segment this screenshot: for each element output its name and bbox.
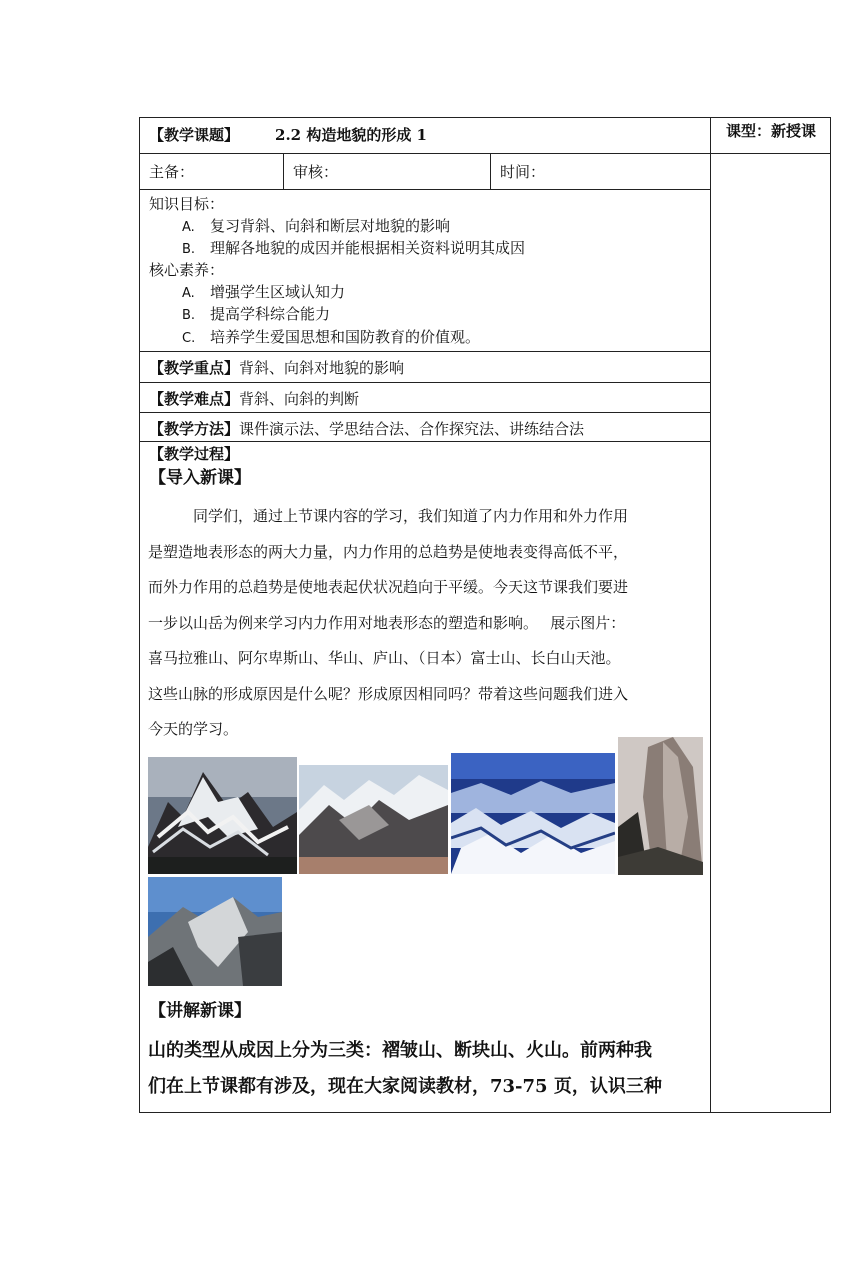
item-text: 培养学生爱国思想和国防教育的价值观。 bbox=[210, 328, 481, 346]
item-mark: A. bbox=[182, 220, 195, 235]
row-divider-3 bbox=[139, 351, 711, 352]
lecture-line: 山的类型从成因上分为三类：褶皱山、断块山、火山。前两种我 bbox=[148, 1040, 652, 1061]
key-point-row bbox=[149, 357, 404, 379]
item-mark: C. bbox=[182, 331, 196, 346]
literacy-heading: 核心素养： bbox=[149, 261, 225, 279]
topic-row bbox=[149, 124, 709, 146]
row-divider-4 bbox=[139, 382, 711, 383]
key-point-text: 背斜、向斜对地貌的影响 bbox=[239, 359, 405, 377]
item-mark: B. bbox=[182, 308, 196, 323]
item-mark: B. bbox=[182, 242, 196, 257]
intro-heading: 【导入新课】 bbox=[149, 468, 251, 488]
time-label: 时间： bbox=[500, 163, 546, 181]
item-text: 复习背斜、向斜和断层对地貌的影响 bbox=[210, 217, 451, 235]
topic-title: 2.2 构造地貌的形成 1 bbox=[275, 126, 427, 144]
intro-line: 一步以山岳为例来学习内力作用对地表形态的塑造和影响。 展示图片： bbox=[148, 613, 626, 632]
lesson-type: 课型：新授课 bbox=[725, 122, 816, 140]
mountain-photo-2 bbox=[299, 765, 448, 874]
lecture-line: 们在上节课都有涉及，现在大家阅读教材，73-75 页，认识三种 bbox=[148, 1076, 662, 1097]
knowledge-item bbox=[182, 215, 450, 239]
intro-paragraph bbox=[148, 499, 701, 748]
lesson-plan-table bbox=[139, 117, 831, 1113]
method-text: 课件演示法、学思结合法、合作探究法、讲练结合法 bbox=[239, 420, 585, 438]
lecture-paragraph bbox=[148, 1033, 708, 1105]
knowledge-item bbox=[182, 237, 525, 261]
mountain-photo-1 bbox=[148, 757, 297, 874]
intro-line: 而外力作用的总趋势是使地表起伏状况趋向于平缓。今天这节课我们要进 bbox=[148, 578, 629, 596]
lecture-heading: 【讲解新课】 bbox=[149, 1001, 251, 1021]
row-divider-6 bbox=[139, 441, 711, 442]
difficulty-tag: 【教学难点】 bbox=[149, 390, 240, 408]
row-divider-1 bbox=[139, 153, 831, 154]
reviewer-label: 审核： bbox=[293, 163, 339, 181]
literacy-item bbox=[182, 281, 345, 305]
difficulty-text: 背斜、向斜的判断 bbox=[239, 390, 360, 408]
item-text: 理解各地貌的成因并能根据相关资料说明其成因 bbox=[210, 239, 526, 257]
side-column-divider bbox=[710, 117, 711, 1113]
intro-line: 同学们，通过上节课内容的学习，我们知道了内力作用和外力作用 bbox=[148, 507, 629, 525]
topic-tag: 【教学课题】 bbox=[149, 126, 240, 144]
literacy-item bbox=[182, 303, 330, 327]
mountain-photo-5 bbox=[148, 877, 282, 986]
item-text: 提高学科综合能力 bbox=[210, 305, 331, 323]
process-heading: 【教学过程】 bbox=[149, 445, 240, 463]
row-divider-2 bbox=[139, 189, 711, 190]
meta-divider-2 bbox=[490, 153, 491, 189]
knowledge-heading: 知识目标： bbox=[149, 195, 225, 213]
mountain-photo-3 bbox=[451, 753, 615, 874]
row-divider-5 bbox=[139, 412, 711, 413]
literacy-item bbox=[182, 326, 480, 350]
method-tag: 【教学方法】 bbox=[149, 420, 240, 438]
intro-line: 是塑造地表形态的两大力量，内力作用的总趋势是使地表变得高低不平， bbox=[148, 542, 629, 561]
item-text: 增强学生区域认知力 bbox=[210, 283, 346, 301]
mountain-photo-4 bbox=[618, 737, 703, 875]
key-point-tag: 【教学重点】 bbox=[149, 359, 240, 377]
preparer-label: 主备： bbox=[149, 163, 195, 181]
difficulty-row bbox=[149, 388, 359, 410]
intro-line: 今天的学习。 bbox=[148, 720, 239, 738]
method-row bbox=[149, 418, 584, 440]
intro-line: 喜马拉雅山、阿尔卑斯山、华山、庐山、（日本）富士山、长白山天池。 bbox=[148, 649, 621, 667]
intro-line: 这些山脉的形成原因是什么呢？形成原因相同吗？带着这些问题我们进入 bbox=[148, 684, 629, 703]
item-mark: A. bbox=[182, 286, 195, 301]
meta-divider-1 bbox=[283, 153, 284, 189]
